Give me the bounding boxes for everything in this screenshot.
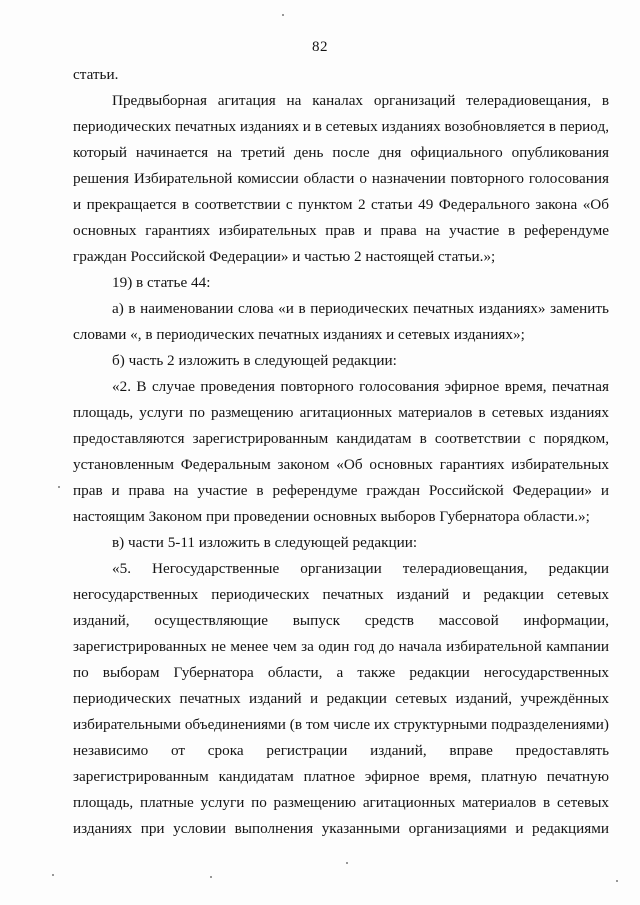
text-line: предоставляются зарегистрированным кандидатам в соответствии с порядком,	[73, 430, 609, 447]
text-line: решения Избирательной комиссии области о назначении повторного голосования	[73, 170, 609, 187]
text-line: граждан Российской Федерации» и частью 2 настоящей статьи.»;	[73, 248, 496, 265]
text-line: а) в наименовании слова «и в периодических печатных изданиях» заменить	[112, 300, 609, 317]
text-line: площадь, платные услуги по размещению агитационных материалов в сетевых	[73, 794, 609, 811]
text-line: установленным Федеральным законом «Об основных гарантиях избирательных	[73, 456, 609, 473]
text-line: статьи.	[73, 66, 119, 83]
scan-speck	[346, 862, 348, 864]
text-line: негосударственных периодических печатных изданий и редакции сетевых	[73, 586, 609, 603]
text-line: и прекращается в соответствии с пунктом 2 статьи 49 Федерального закона «Об	[73, 196, 609, 213]
text-line: прав и права на участие в референдуме граждан Российской Федерации» и	[73, 482, 609, 499]
text-line: избирательными объединениями (в том числе их структурными подразделениями)	[73, 716, 609, 733]
text-line: зарегистрированным кандидатам платное эфирное время, платную печатную	[73, 768, 609, 785]
text-line: изданий, осуществляющие выпуск средств массовой информации,	[73, 612, 609, 629]
text-line: площадь, услуги по размещению агитационных материалов в сетевых изданиях	[73, 404, 609, 421]
page-number: 82	[312, 39, 328, 55]
scan-speck	[210, 876, 212, 878]
text-line: периодических печатных изданий и редакции сетевых изданий, учреждённых	[73, 690, 609, 707]
text-line: 19) в статье 44:	[112, 274, 211, 291]
text-line: Предвыборная агитация на каналах организаций телерадиовещания, в	[112, 92, 609, 109]
scan-speck	[616, 880, 618, 882]
text-line: «2. В случае проведения повторного голосования эфирное время, печатная	[112, 378, 609, 395]
scan-speck	[52, 874, 54, 876]
text-line: «5. Негосударственные организации телерадиовещания, редакции	[112, 560, 609, 577]
text-line: словами «, в периодических печатных изданиях и сетевых изданиях»;	[73, 326, 525, 343]
text-line: зарегистрированных не менее чем за один год до начала избирательной кампании	[73, 638, 609, 655]
text-line: б) часть 2 изложить в следующей редакции:	[112, 352, 397, 369]
text-line: независимо от срока регистрации изданий, вправе предоставлять	[73, 742, 609, 759]
text-line: который начинается на третий день после дня официального опубликования	[73, 144, 609, 161]
text-line: по выборам Губернатора области, а также редакции негосударственных	[73, 664, 609, 681]
text-line: периодических печатных изданиях и в сетевых изданиях возобновляется в период,	[73, 118, 609, 135]
text-line: в) части 5-11 изложить в следующей редакции:	[112, 534, 418, 551]
scan-speck	[58, 486, 60, 488]
scan-speck	[282, 14, 284, 16]
text-line: изданиях при условии выполнения указанными организациями и редакциями	[73, 820, 609, 837]
text-line: настоящим Законом при проведении основных выборов Губернатора области.»;	[73, 508, 590, 525]
text-line: основных гарантиях избирательных прав и права на участие в референдуме	[73, 222, 609, 239]
